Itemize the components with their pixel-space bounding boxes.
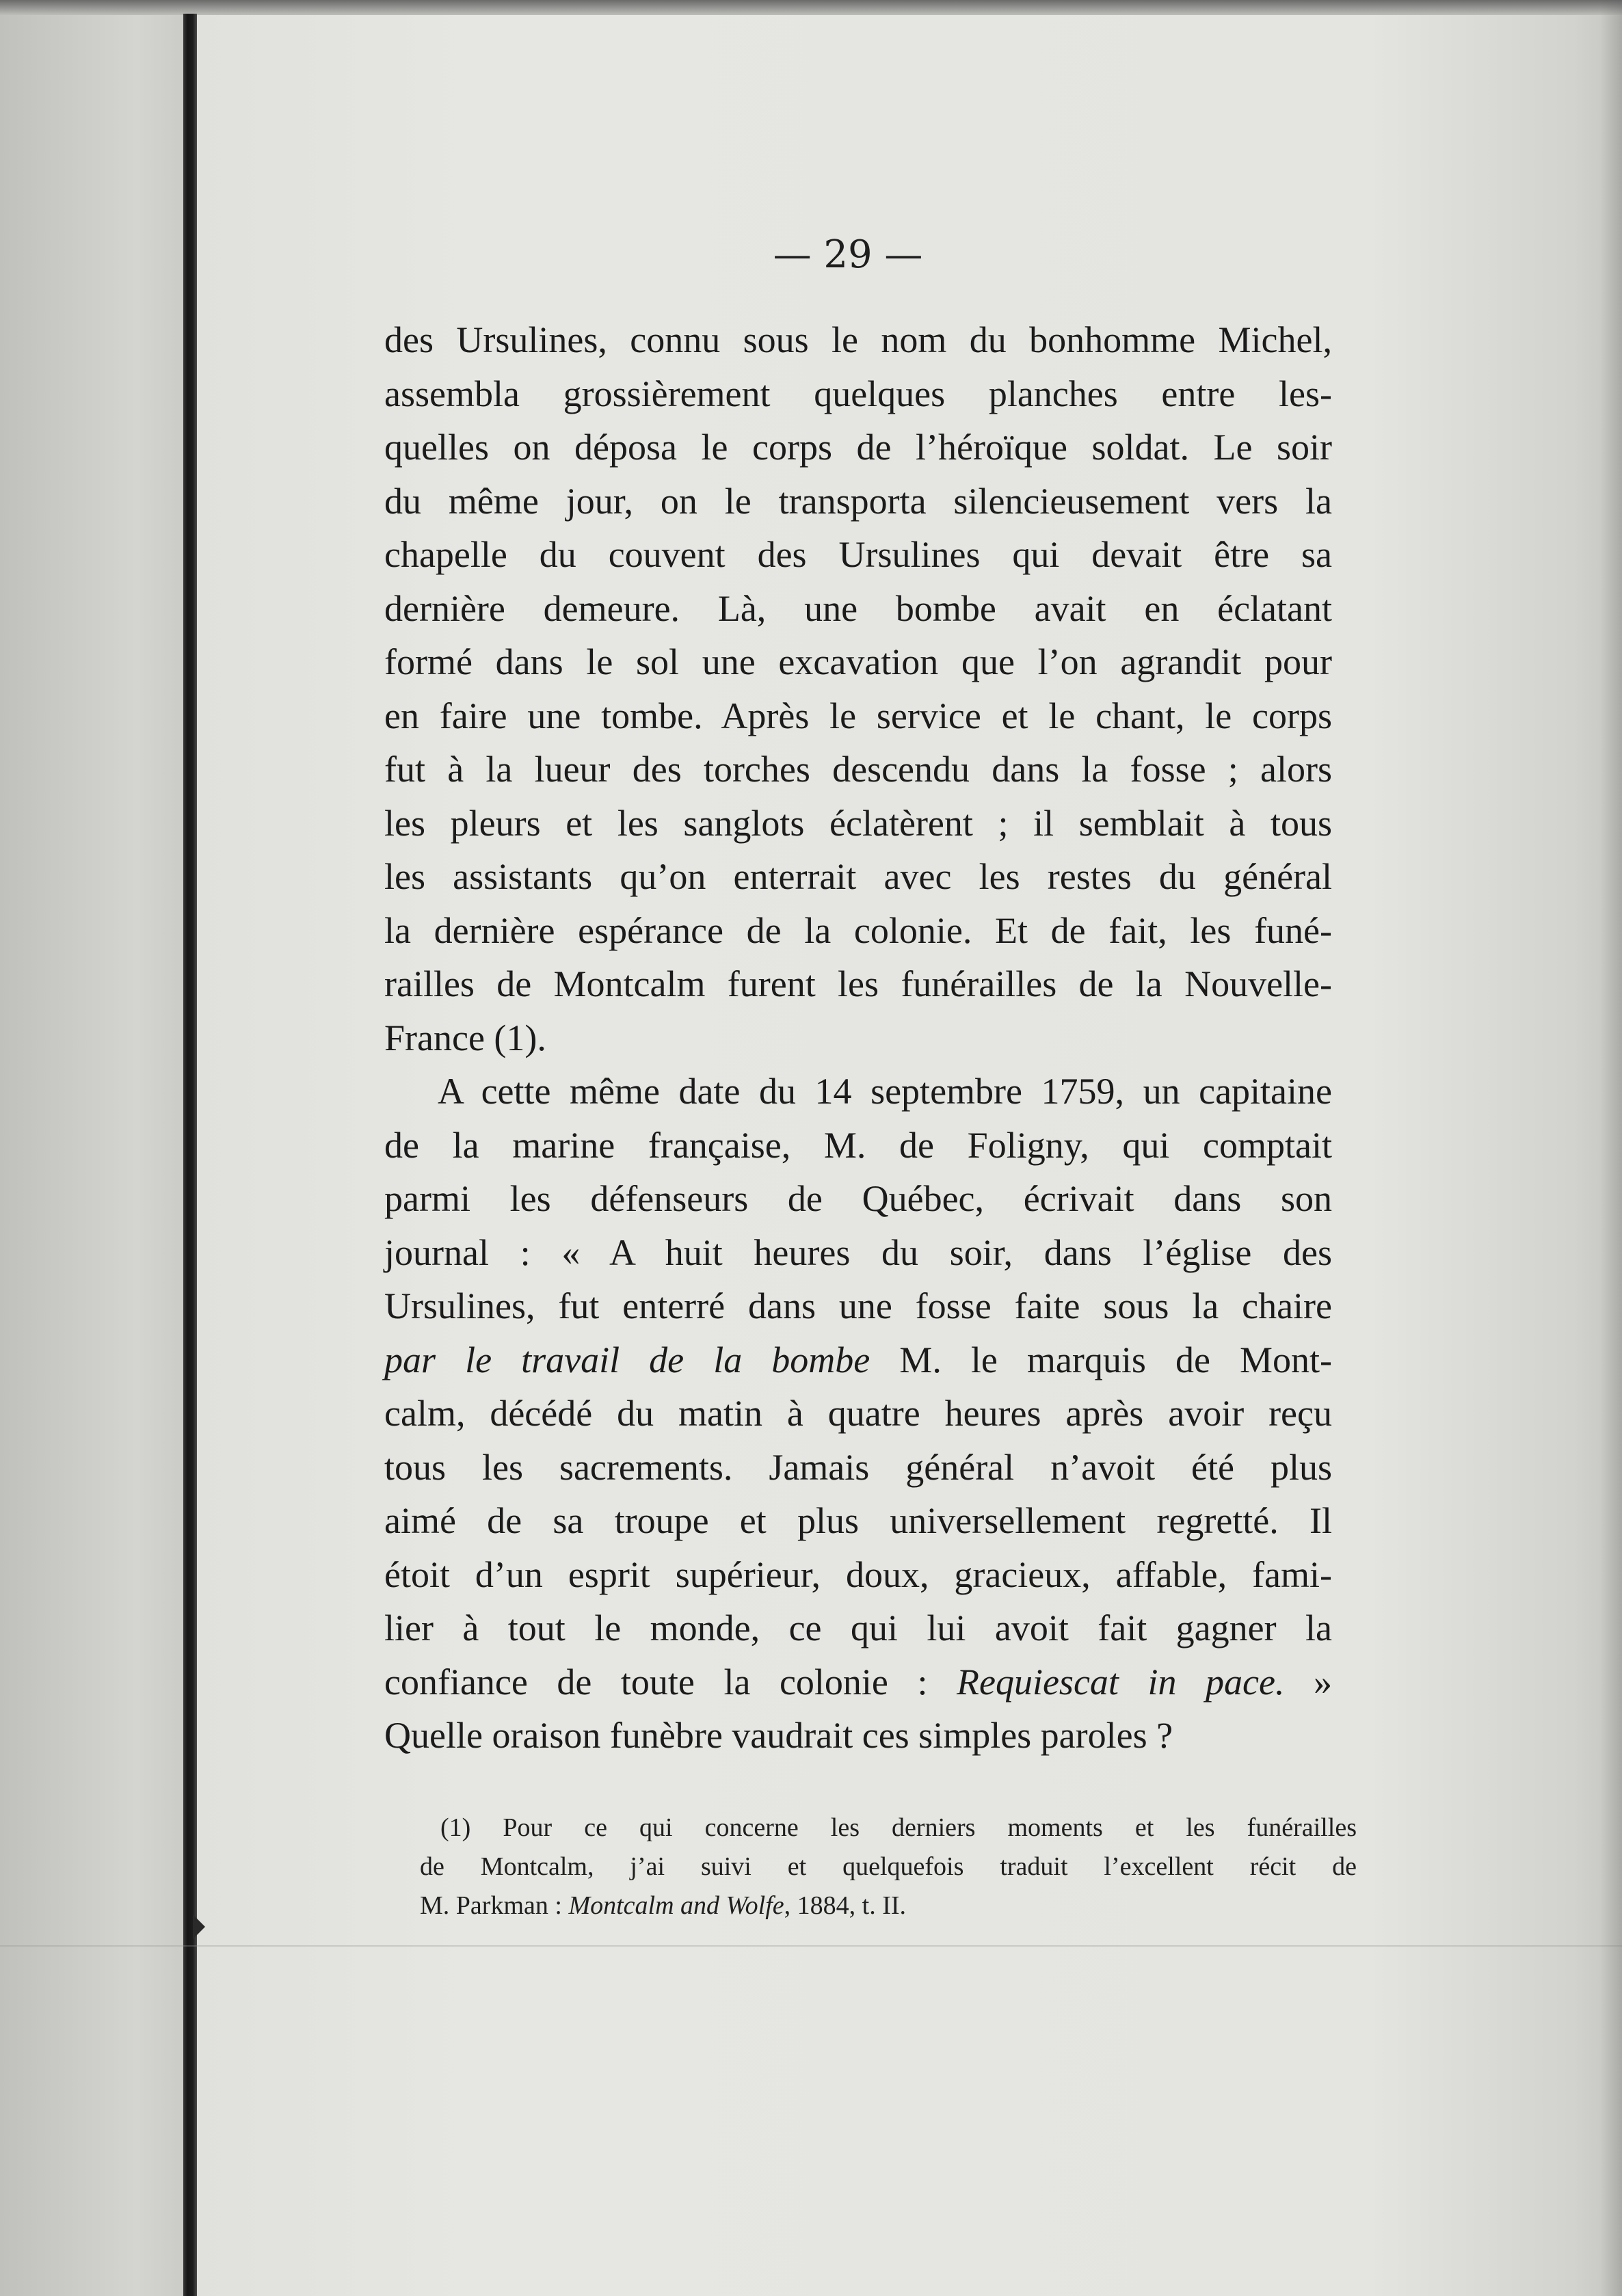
- page-fold-line: [0, 1945, 1622, 1947]
- text-run: , 1884, t. II.: [784, 1891, 907, 1920]
- text-line: A cette même date du 14 septembre 1759, un capitaine: [438, 1071, 1332, 1112]
- left-page-edge: [0, 15, 183, 2296]
- text-line: la dernière espérance de la colonie. Et de fait, les funé-: [384, 909, 1332, 951]
- text-line: lier à tout le monde, ce qui lui avoit fait gagner la: [384, 1607, 1332, 1648]
- text-line: des Ursulines, connu sous le nom du bonhomme Michel,: [384, 319, 1332, 360]
- text-line: calm, décédé du matin à quatre heures après avoir reçu: [384, 1393, 1332, 1434]
- book-title: Montcalm and Wolfe: [568, 1891, 784, 1920]
- text-line: en faire une tombe. Après le service et le chant, le corps: [384, 695, 1332, 736]
- text-line: [384, 1333, 1332, 1387]
- text-line: [384, 1655, 1332, 1709]
- text-line: tous les sacrements. Jamais général n’avoit été plus: [384, 1446, 1332, 1488]
- text-line: du même jour, on le transporta silencieusement vers la: [384, 480, 1332, 522]
- text-line: railles de Montcalm furent les funérailles de la Nouvelle-: [384, 963, 1332, 1004]
- spine-mark: [193, 1914, 205, 1939]
- italic-phrase: par le travail de la bombe: [384, 1339, 870, 1380]
- scan-top-edge: [0, 0, 1622, 15]
- text-line: quelles on déposa le corps de l’héroïque soldat. Le soir: [384, 427, 1332, 468]
- text-line: parmi les défenseurs de Québec, écrivait dans son: [384, 1178, 1332, 1219]
- text-line: Quelle oraison funèbre vaudrait ces simples paroles ?: [384, 1715, 1173, 1756]
- paragraph-1: [384, 313, 1332, 1065]
- text-run: »: [1284, 1661, 1332, 1703]
- footnote-line: (1) Pour ce qui concerne les derniers moments et les funérailles: [440, 1813, 1357, 1842]
- text-line: dernière demeure. Là, une bombe avait en éclatant: [384, 587, 1332, 629]
- footnote-line: [420, 1886, 1357, 1925]
- page-number: — 29 —: [773, 232, 923, 277]
- text-line: aimé de sa troupe et plus universellement regretté. Il: [384, 1500, 1332, 1541]
- text-run: M. Parkman :: [420, 1891, 569, 1920]
- footnote: [420, 1808, 1357, 1925]
- text-line: assembla grossièrement quelques planches entre les-: [384, 373, 1332, 414]
- text-line: France (1).: [384, 1017, 546, 1058]
- text-line: Ursulines, fut enterré dans une fosse faite sous la chaire: [384, 1285, 1332, 1326]
- text-line: les pleurs et les sanglots éclatèrent ; il semblait à tous: [384, 802, 1332, 844]
- italic-phrase: Requiescat in pace.: [957, 1661, 1285, 1703]
- text-run: confiance de toute la colonie :: [384, 1661, 957, 1703]
- text-run: M. le marquis de Mont-: [870, 1339, 1332, 1380]
- text-line: chapelle du couvent des Ursulines qui devait être sa: [384, 534, 1332, 575]
- text-line: les assistants qu’on enterrait avec les restes du général: [384, 856, 1332, 897]
- paragraph-2: [384, 1065, 1332, 1763]
- text-line: fut à la lueur des torches descendu dans la fosse ; alors: [384, 749, 1332, 790]
- text-line: de la marine française, M. de Foligny, qui comptait: [384, 1124, 1332, 1166]
- text-line: formé dans le sol une excavation que l’on agrandit pour: [384, 641, 1332, 682]
- body-text: [384, 313, 1332, 1763]
- book-spine: [183, 14, 197, 2296]
- footnote-line: de Montcalm, j’ai suivi et quelquefois traduit l’excellent récit de: [420, 1852, 1357, 1881]
- right-edge-shadow: [1600, 0, 1622, 2296]
- text-line: journal : « A huit heures du soir, dans l’église des: [384, 1231, 1332, 1273]
- text-line: étoit d’un esprit supérieur, doux, gracieux, affable, fami-: [384, 1553, 1332, 1595]
